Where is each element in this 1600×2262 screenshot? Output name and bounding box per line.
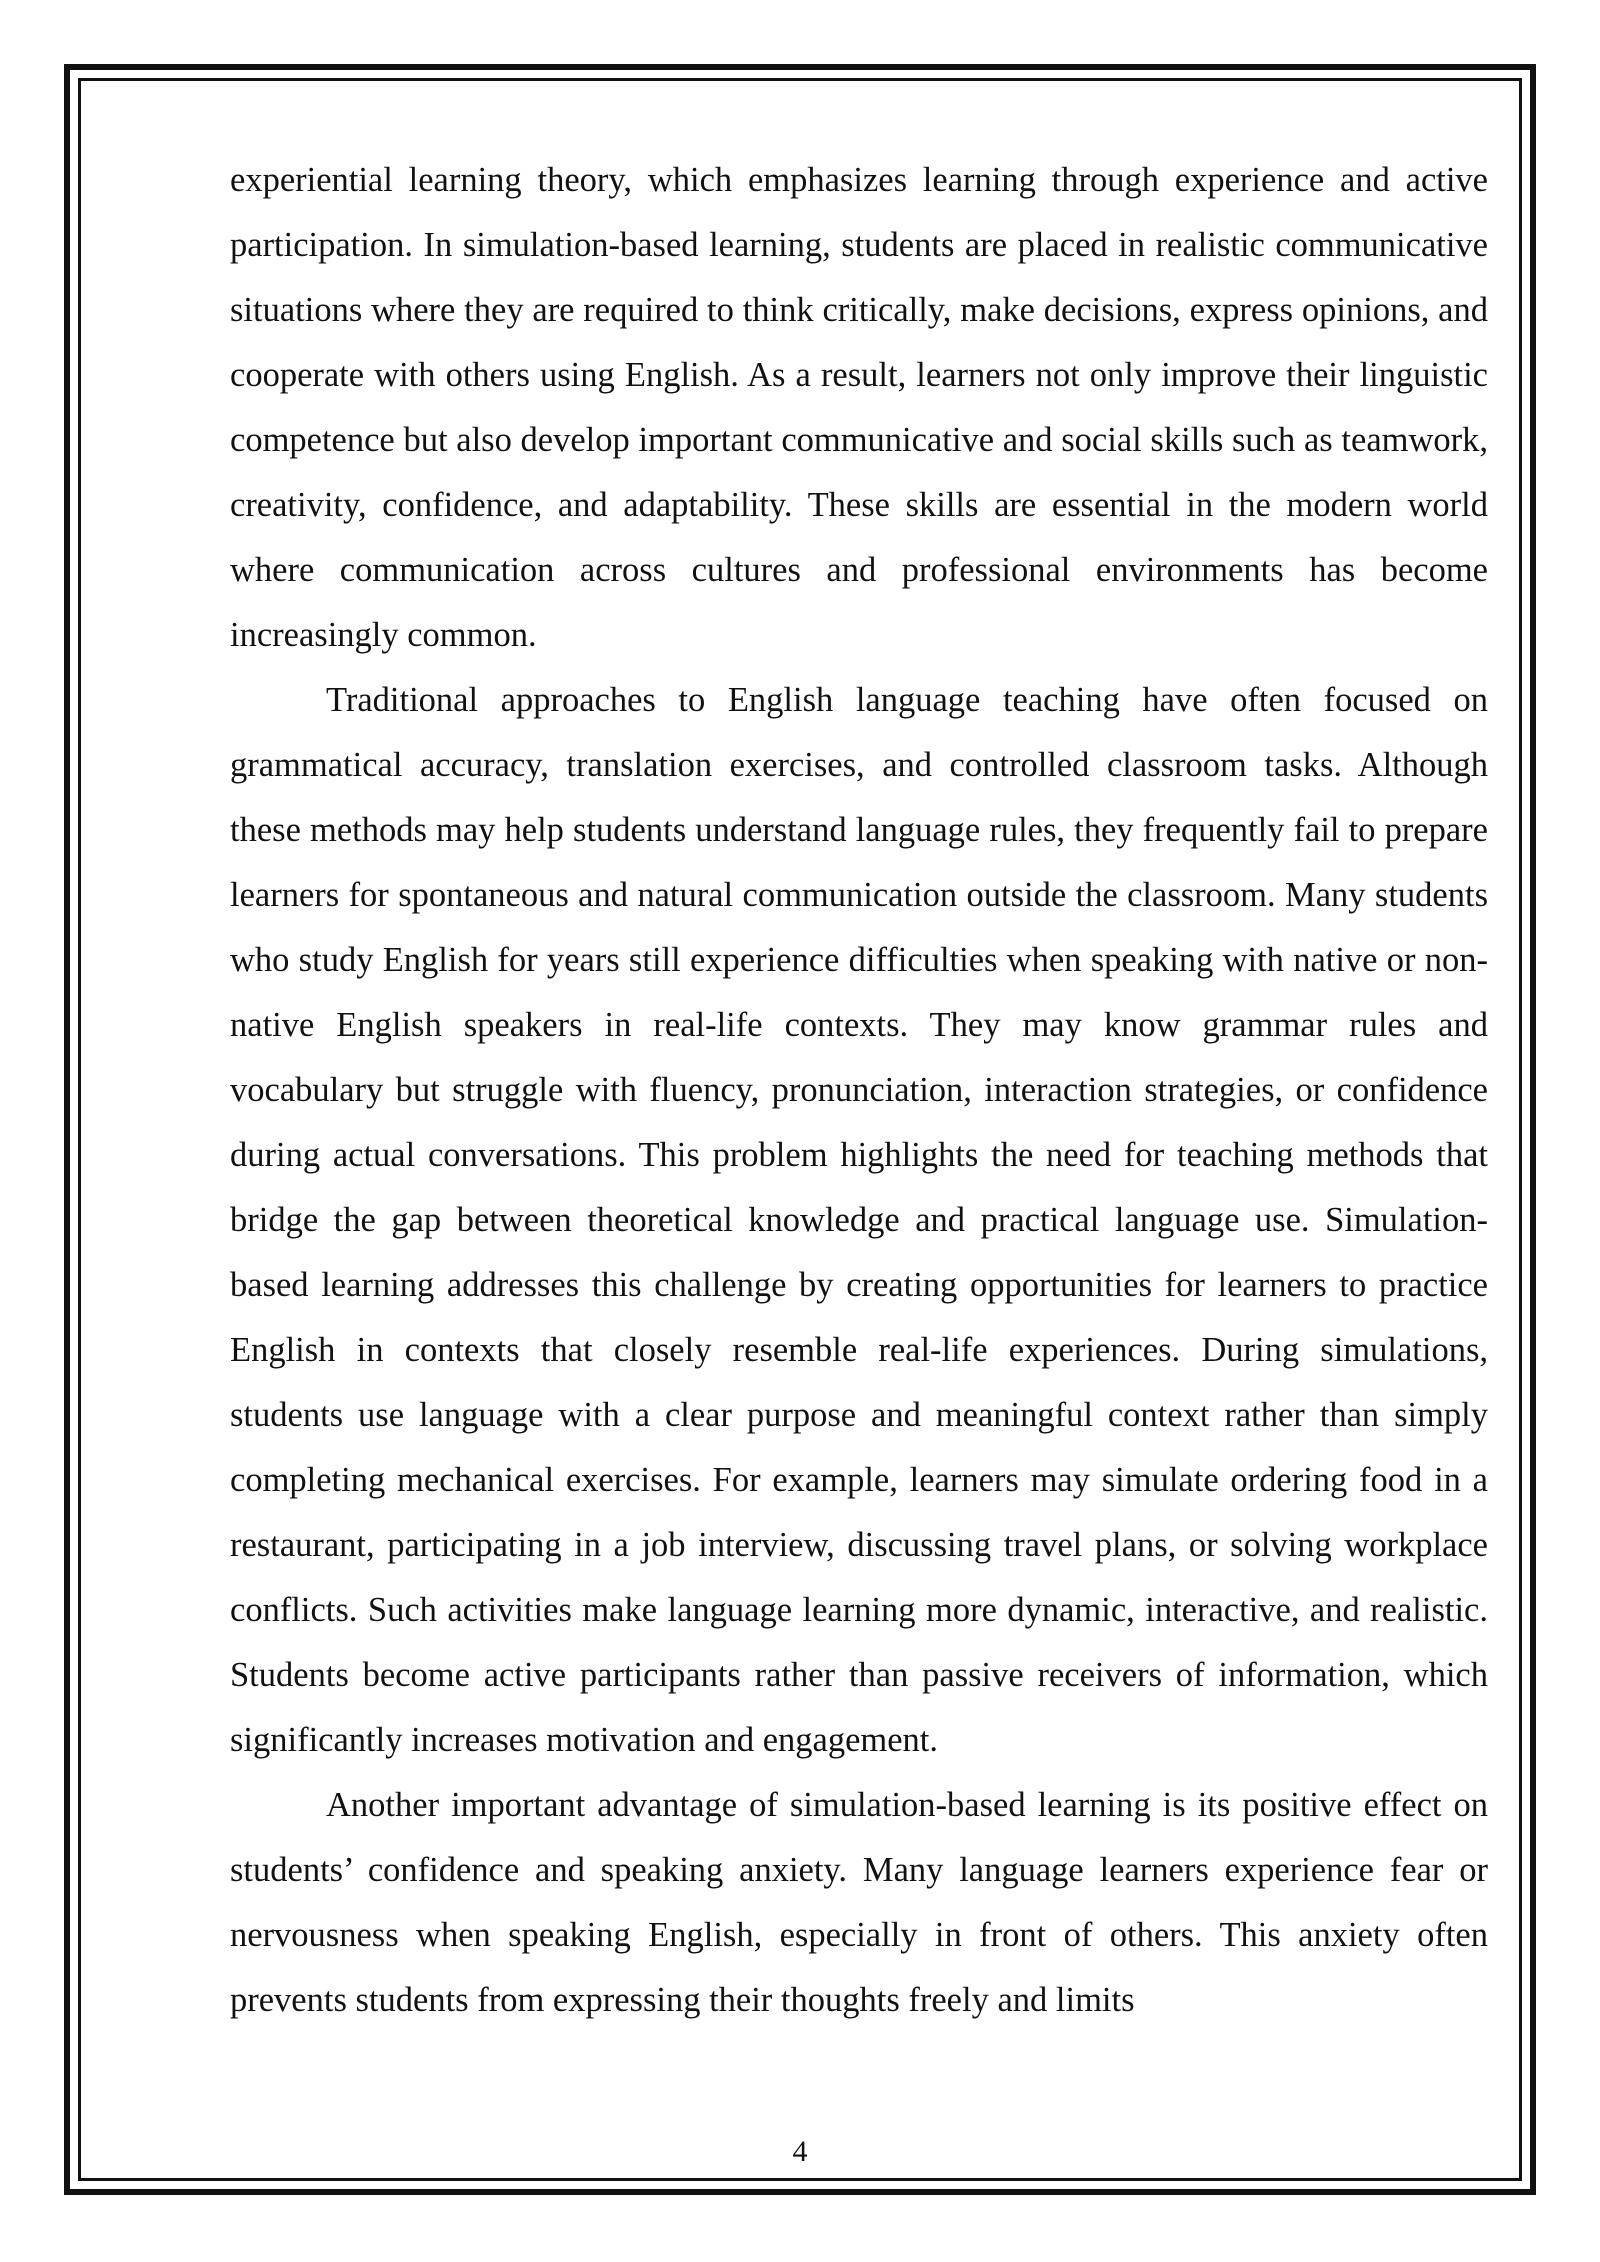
page-number: 4	[792, 2135, 808, 2168]
paragraph-2: Traditional approaches to English language teaching have often focused on grammatical accuracy, translation exercises, and controlled classroom tasks. Although these methods may help students understand language rules, they frequently fail to prepare learners for spontaneous and natural communication outside the classroom. Many students who study English for years still experience difficulties when speaking with native or non-native English speakers in real-life contexts. They may know grammar rules and vocabulary but struggle with fluency, pronunciation, interaction strategies, or confidence during actual conversations. This problem highlights the need for teaching methods that bridge the gap between theoretical knowledge and practical language use. Simulation-based learning addresses this challenge by creating opportunities for learners to practice English in contexts that closely resemble real-life experiences. During simulations, students use language with a clear purpose and meaningful context rather than simply completing mechanical exercises. For example, learners may simulate ordering food in a restaurant, participating in a job interview, discussing travel plans, or solving workplace conflicts. Such activities make language learning more dynamic, interactive, and realistic. Students become active participants rather than passive receivers of information, which significantly increases motivation and engagement.	[230, 681, 1488, 1759]
paragraph-3: Another important advantage of simulation-based learning is its positive effect on students’ confidence and speaking anxiety. Many language learners experience fear or nervousness when speaking English, especially in front of others. This anxiety often prevents students from expressing their thoughts freely and limits	[230, 1786, 1488, 2019]
body-text	[230, 148, 1488, 2033]
paragraph-1: experiential learning theory, which emphasizes learning through experience and active participation. In simulation-based learning, students are placed in realistic communicative situations where they are required to think critically, make decisions, express opinions, and cooperate with others using English. As a result, learners not only improve their linguistic competence but also develop important communicative and social skills such as teamwork, creativity, confidence, and adaptability. These skills are essential in the modern world where communication across cultures and professional environments has become increasingly common.	[230, 161, 1488, 654]
